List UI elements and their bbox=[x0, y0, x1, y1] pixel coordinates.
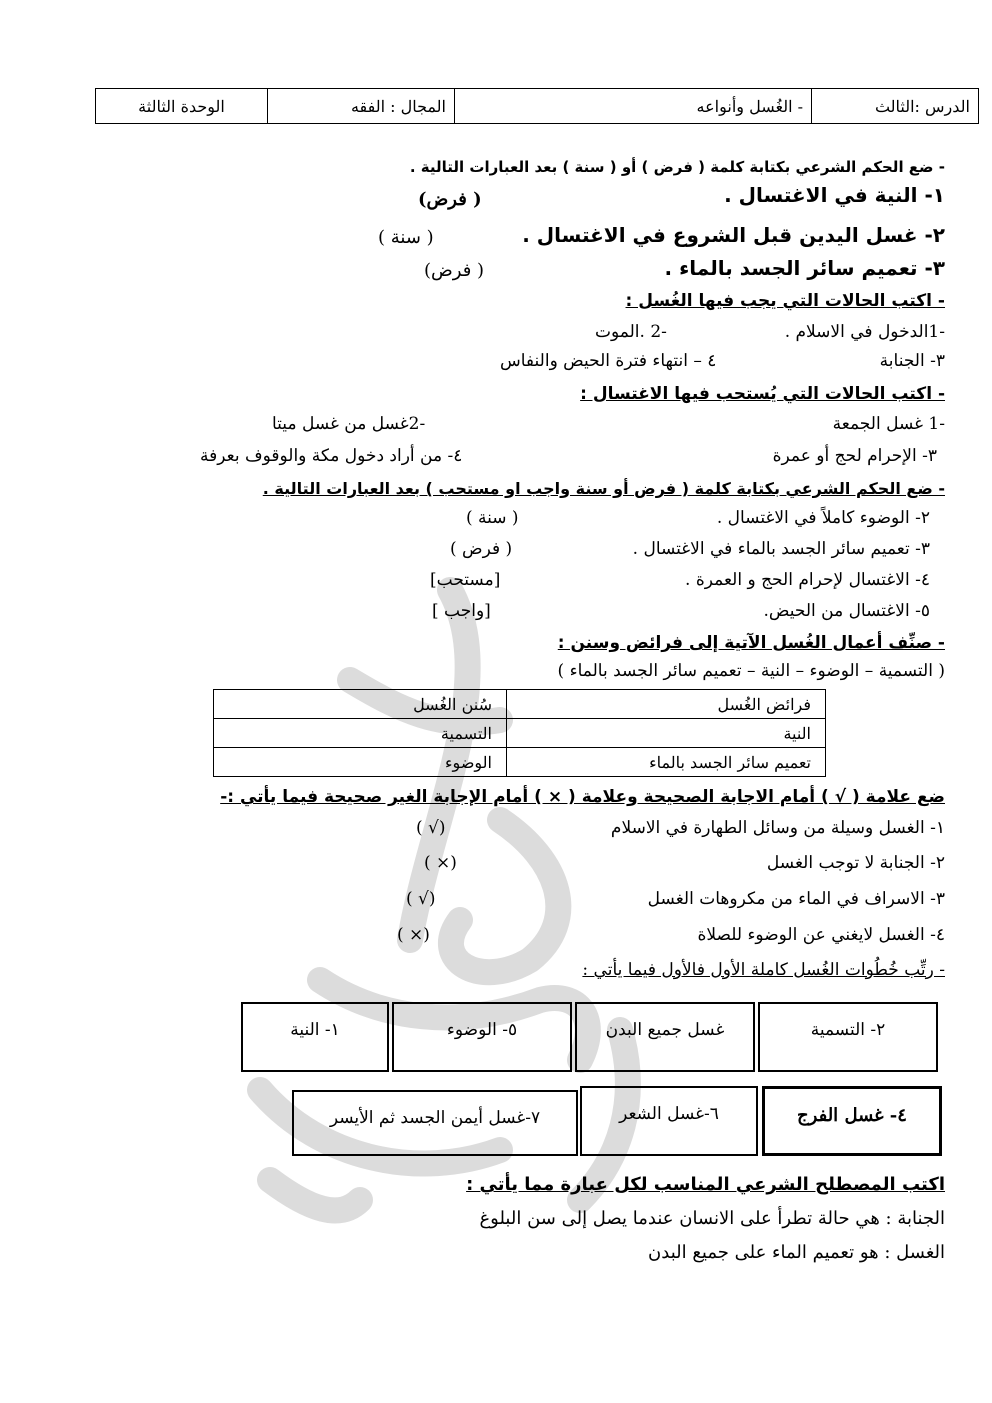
s4-item-2: ٣- تعميم سائر الجسد بالماء في الاغتسال . bbox=[632, 539, 930, 559]
s8-item-2: الغسل : هو تعميم الماء على جميع البدن bbox=[648, 1242, 945, 1263]
s3-item-2: -2غسل من غسل ميتا bbox=[272, 414, 426, 434]
s6-title: ضع علامة ( √ ) أمام الاجابة الصحيحة وعلامة ( × ) أمام الإجابة الغير صحيحة فيما يأتي :- bbox=[220, 787, 945, 807]
s8-item-1: الجنابة : هي حالة تطرأ على الانسان عندما يصل إلى سن البلوغ bbox=[479, 1208, 945, 1229]
step-box: غسل جميع البدن bbox=[575, 1002, 755, 1072]
table-cell: التسمية bbox=[214, 719, 507, 748]
s6-answer-1: (√ ) bbox=[416, 818, 446, 838]
step-box: ٧-غسل أيمن الجسد ثم الأيسر bbox=[292, 1090, 578, 1156]
s1-title: - ضع الحكم الشرعي بكتابة كلمة ( فرض ) أو ( سنة ) بعد العبارات التالية . bbox=[409, 158, 945, 176]
field-cell: المجال : الفقه bbox=[268, 89, 455, 124]
step-box: ٢- التسمية bbox=[758, 1002, 938, 1072]
table-cell: تعميم سائر الجسد بالماء bbox=[507, 748, 826, 777]
s6-answer-4: (× ) bbox=[397, 925, 430, 945]
s6-answer-3: (√ ) bbox=[406, 889, 436, 909]
s1-item-3: ٣- تعميم سائر الجسد بالماء . bbox=[664, 256, 945, 280]
s2-item-3: ٣- الجنابة bbox=[879, 351, 945, 371]
s1-answer-1: ( فرض) bbox=[418, 189, 482, 210]
s1-item-2: ٢- غسل اليدين قبل الشروع في الاغتسال . bbox=[522, 223, 945, 247]
s3-item-3: ٣- الإحرام لحج أو عمرة bbox=[772, 446, 937, 466]
table-cell: الوضوء bbox=[214, 748, 507, 777]
classification-table bbox=[213, 689, 826, 777]
s3-item-1: -1 غسل الجمعة bbox=[832, 414, 945, 434]
s2-item-2: -2 .الموت bbox=[595, 322, 667, 342]
s4-answer-2: ( فرض ) bbox=[450, 539, 513, 559]
s4-item-3: ٤- الاغتسال لإحرام الحج و العمرة . bbox=[685, 570, 930, 590]
col-header-obligations: فرائض الغُسل bbox=[507, 690, 826, 719]
col-header-sunnahs: سُنن الغُسل bbox=[214, 690, 507, 719]
s4-answer-4: [واجب ] bbox=[432, 601, 491, 621]
s6-answer-2: (× ) bbox=[424, 853, 457, 873]
s5-list: ( التسمية – الوضوء – النية – تعميم سائر الجسد بالماء ) bbox=[557, 661, 945, 681]
step-box: ٤- غسل الفرج bbox=[762, 1086, 942, 1156]
s2-item-4: ٤ – انتهاء فترة الحيض والنفاس bbox=[500, 351, 717, 371]
s5-title: - صنِّف أعمال الغُسل الآتية إلى فرائض وسنن : bbox=[557, 633, 945, 653]
s1-answer-2: ( سنة ) bbox=[378, 227, 434, 248]
s4-answer-3: [مستحب] bbox=[430, 570, 501, 590]
s6-item-3: ٣- الاسراف في الماء من مكروهات الغسل bbox=[647, 889, 945, 909]
s4-item-1: ٢- الوضوء كاملاً في الاغتسال . bbox=[716, 508, 930, 528]
s6-item-2: ٢- الجنابة لا توجب الغسل bbox=[766, 853, 945, 873]
step-box: ١- النية bbox=[241, 1002, 389, 1072]
table-cell: النية bbox=[507, 719, 826, 748]
s3-item-4: ٤- من أراد دخول مكة والوقوف بعرفة bbox=[200, 446, 463, 466]
step-box: ٦-غسل الشعر bbox=[580, 1086, 758, 1156]
s6-item-1: ١- الغسل وسيلة من وسائل الطهارة في الاسلام bbox=[610, 818, 945, 838]
s1-item-1: ١- النية في الاغتسال . bbox=[724, 183, 945, 207]
topic-cell: - الغُسل وأنواعه bbox=[455, 89, 812, 124]
lesson-cell: الدرس :الثالث bbox=[812, 89, 979, 124]
s6-item-4: ٤- الغسل لايغني عن الوضوء للصلاة bbox=[697, 925, 945, 945]
s2-title: - اكتب الحالات التي يجب فيها الغُسل : bbox=[625, 291, 945, 311]
s4-item-4: ٥- الاغتسال من الحيض. bbox=[763, 601, 930, 621]
s1-answer-3: ( فرض) bbox=[424, 260, 485, 281]
s4-title: - ضع الحكم الشرعي بكتابة كلمة ( فرض أو سنة واجب او مستحب ) بعد العبارات التالية . bbox=[262, 479, 945, 498]
s2-item-1: -1الدخول في الاسلام . bbox=[784, 322, 945, 342]
lesson-header-table bbox=[95, 88, 979, 124]
s7-title: - رتِّب خُطُوات الغُسل كاملة الأول فالأول فيما يأتي : bbox=[582, 960, 945, 980]
step-box: ٥- الوضوء bbox=[392, 1002, 572, 1072]
s3-title: - اكتب الحالات التي يُستحب فيها الاغتسال : bbox=[580, 384, 945, 404]
s8-title: اكتب المصطلح الشرعي المناسب لكل عبارة مما يأتي : bbox=[466, 1174, 945, 1195]
unit-cell: الوحدة الثالثة bbox=[96, 89, 268, 124]
s4-answer-1: ( سنة ) bbox=[466, 508, 519, 528]
